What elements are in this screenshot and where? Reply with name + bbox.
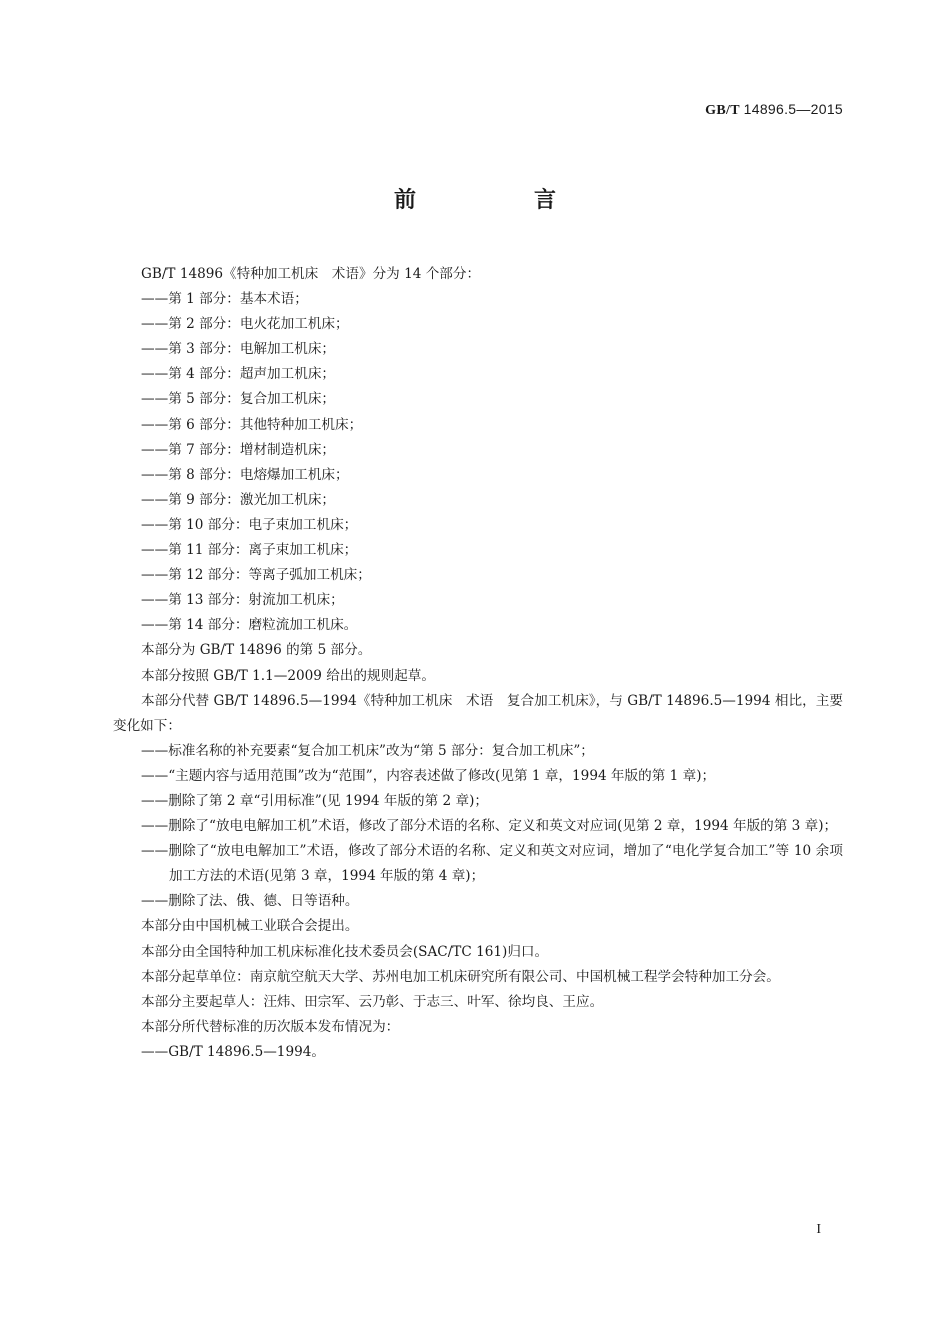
part-list-item: ——第 3 部分：电解加工机床；: [141, 341, 336, 358]
part-list-item: ——第 13 部分：射流加工机床；: [141, 592, 344, 609]
page-number: I: [816, 1222, 821, 1237]
drafting-units-paragraph: 本部分起草单位：南京航空航天大学、苏州电加工机床研究所有限公司、中国机械工程学会特种加工分会。: [141, 968, 780, 985]
drafting-rules-paragraph: 本部分按照 GB/T 1.1—2009 给出的规则起草。: [141, 667, 435, 684]
change-list-item: ——“主题内容与适用范围”改为“范围”，内容表述做了修改(见第 1 章，1994 年版的第 1 章)；: [141, 767, 716, 784]
part-list-item: ——第 7 部分：增材制造机床；: [141, 441, 336, 458]
part-list-item: ——第 5 部分：复合加工机床；: [141, 391, 336, 408]
history-intro-paragraph: 本部分所代替标准的历次版本发布情况为：: [141, 1018, 400, 1035]
part-list-item: ——第 12 部分：等离子弧加工机床；: [141, 567, 371, 584]
part-list-item: ——第 2 部分：电火花加工机床；: [141, 316, 349, 333]
change-list-item: ——删除了第 2 章“引用标准”(见 1994 年版的第 2 章)；: [141, 792, 489, 809]
part-list-item: ——第 10 部分：电子束加工机床；: [141, 516, 358, 533]
part-list-item: ——第 6 部分：其他特种加工机床；: [141, 416, 363, 433]
standard-prefix: GB/T: [705, 103, 740, 118]
part-list-item: ——第 14 部分：磨粒流加工机床。: [141, 617, 358, 634]
replaces-paragraph: 本部分代替 GB/T 14896.5—1994《特种加工机床 术语 复合加工机床》，与 GB/T 14896.5—1994 相比，主要变化如下：: [113, 692, 843, 734]
change-list-item: ——删除了法、俄、德、日等语种。: [141, 893, 359, 910]
drafters-paragraph: 本部分主要起草人：汪炜、田宗军、云乃彰、于志三、叶军、徐均良、王应。: [141, 993, 604, 1010]
standard-number: 14896.5—2015: [743, 101, 843, 117]
history-list-item: ——GB/T 14896.5—1994。: [141, 1043, 326, 1060]
intro-paragraph: GB/T 14896《特种加工机床 术语》分为 14 个部分：: [141, 266, 481, 282]
part-list-item: ——第 11 部分：离子束加工机床；: [141, 542, 358, 559]
foreword-body: [113, 262, 843, 1065]
proposed-by-paragraph: 本部分由中国机械工业联合会提出。: [141, 918, 359, 935]
part-list-item: ——第 4 部分：超声加工机床；: [141, 366, 336, 383]
change-list-item: ——删除了“放电电解加工机”术语，修改了部分术语的名称、定义和英文对应词(见第 2 章，1994 年版的第 3 章)；: [141, 818, 838, 835]
part-list-item: ——第 1 部分：基本术语；: [141, 291, 308, 308]
jurisdiction-paragraph: 本部分由全国特种加工机床标准化技术委员会(SAC/TC 161)归口。: [141, 943, 549, 960]
part-list-item: ——第 9 部分：激光加工机床；: [141, 491, 336, 508]
standard-code: [705, 101, 843, 119]
this-part-paragraph: 本部分为 GB/T 14896 的第 5 部分。: [141, 642, 372, 659]
part-list-item: ——第 8 部分：电熔爆加工机床；: [141, 466, 349, 483]
change-list-item: ——标准名称的补充要素“复合加工机床”改为“第 5 部分：复合加工机床”；: [141, 742, 594, 759]
change-list-item: ——删除了“放电电解加工”术语，修改了部分术语的名称、定义和英文对应词，增加了“电化学复合加工”等 10 余项加工方法的术语(见第 3 章，1994 年版的第 4 章)；: [141, 843, 843, 885]
page-title: 前 言: [393, 188, 604, 213]
